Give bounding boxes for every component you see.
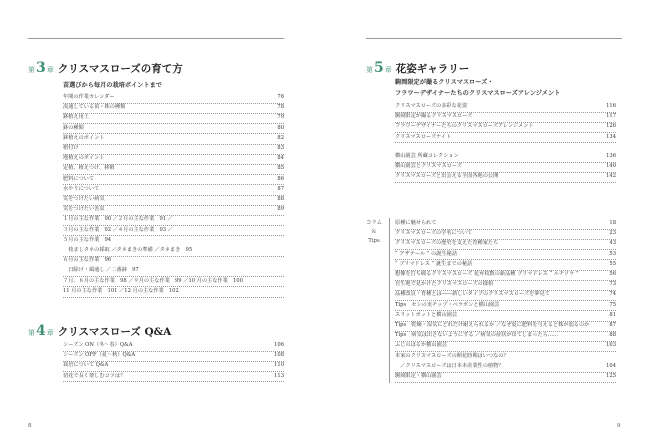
toc-entry-title: 流通している苗・株の種類 (63, 104, 126, 111)
chapter-title: クリスマスローズ Q&A (57, 326, 172, 338)
toc-entry-page: 108 (274, 352, 284, 359)
toc-entry (63, 341, 284, 352)
toc-entry-title: 定植、植えつけ、移植 (63, 165, 115, 172)
toc-entry (395, 162, 616, 173)
chapter-5-heading (366, 60, 469, 76)
toc-entry-page: 86 (277, 175, 284, 182)
right-page (325, 0, 650, 439)
toc-entry (395, 102, 616, 113)
chapter-4-heading (28, 323, 171, 339)
toc-entry (395, 239, 616, 250)
toc-entry (395, 260, 616, 271)
toc-entry-title: シーズン OFF（夏〜秋）Q&A (63, 352, 136, 359)
toc-entry (63, 205, 284, 216)
chapter-prefix: 第 (28, 329, 35, 337)
toc-entry (395, 301, 616, 312)
toc-entry (395, 250, 616, 261)
toc-entry-title: ふじのはるか横山園芸 (395, 342, 447, 349)
toc-entry (395, 331, 616, 342)
toc-entry (395, 112, 616, 123)
toc-entry-page: 18 (609, 220, 616, 226)
chapter-3-subtitle: 苗選びから毎月の栽培ポイントまで (63, 82, 162, 89)
toc-entry (395, 152, 616, 163)
toc-entry (63, 226, 284, 237)
toc-entry (395, 219, 616, 230)
toc-entry (63, 277, 284, 288)
toc-entry (63, 113, 284, 124)
toc-entry-title: 植付け (63, 145, 79, 151)
toc-entry-page: 55 (609, 260, 616, 267)
toc-entry (395, 352, 616, 362)
toc-entry-page: 80 (277, 124, 284, 131)
toc-entry-page: 136 (606, 153, 616, 159)
toc-entry (63, 93, 284, 104)
toc-entry-title: Tips セシの実チップ・ペラポンと横山園芸 (395, 301, 500, 308)
toc-entry (63, 256, 284, 266)
toc-entry-title: “ アザテール ” の誕生秘話 (395, 250, 458, 257)
chapter-prefix: 第 (28, 66, 35, 74)
toc-entry-title: クリスマスローズナイト (395, 133, 452, 140)
toc-entry-title: 鉢植え用土 (63, 114, 89, 121)
toc-entry-title: 栽培について Q&A (63, 362, 109, 369)
toc-entry-title: クリスマスローズの学名について (395, 230, 473, 237)
toc-entry-title: 本家のクリスマスローズの開花時期はいつなの？ (395, 352, 509, 359)
toc-entry (63, 164, 284, 175)
toc-entry-page: 106 (274, 342, 284, 348)
toc-entry-title: クリスマスローズと出会える全国各地の公開 (395, 173, 499, 180)
toc-entry-title: 11 月の主な作業 101 ／12 月の主な作業 102 (63, 287, 179, 294)
toc-entry-title: 鉢植えのポイント (63, 134, 105, 141)
toc-entry (63, 215, 284, 226)
toc-entry-title: シーズン ON（冬〜春）Q&A (63, 342, 133, 348)
toc-entry-title: ３月の主な作業 92 ／４月の主な作業 93 ／ (63, 226, 173, 233)
chapter-5-subtitle-1: 駒岡限定が撮るクリスマスローズ・ (395, 79, 494, 86)
toc-entry (63, 144, 284, 155)
toc-entry-page: 126 (606, 123, 616, 130)
toc-entry-title: Tips 乾燥・湿気にどれだけ耐えられるか ／なぜ夏に肥料を与えると株が弱るのか (395, 322, 590, 328)
toc-entry-page: 87 (277, 185, 284, 192)
chapter-3-heading (28, 60, 183, 76)
toc-entry-page: 110 (274, 362, 284, 369)
toc-entry-title: 日除け・風通し ／二番鉢 97 (63, 267, 139, 274)
toc-entry (63, 103, 284, 114)
column-label-line: Tips (368, 238, 380, 244)
toc-entry (395, 362, 616, 373)
toc-entry-page: 89 (277, 206, 284, 213)
toc-entry (395, 229, 616, 240)
toc-entry-page: 113 (274, 372, 284, 379)
toc-entry-page: 81 (609, 311, 616, 318)
toc-columns-tips (395, 219, 616, 379)
toc-entry-title: “ プリマドレス ” 誕生までの秘話 (395, 260, 473, 267)
chapter-suffix: 章 (384, 66, 392, 74)
chapter-5-subtitle-2: フラワーデザイナーたちのクリスマスローズアレンジメント (395, 90, 561, 97)
chapter-suffix: 章 (46, 66, 54, 74)
toc-entry-page: 43 (609, 240, 616, 247)
toc-entry (63, 372, 284, 383)
toc-entry-page: 103 (606, 342, 616, 349)
toc-entry (395, 321, 616, 332)
toc-entry-title: スリットポットと横山園芸 (395, 311, 458, 318)
toc-entry-title: 肥料について (63, 175, 95, 182)
toc-entry-page: 76 (277, 94, 284, 100)
toc-chapter-5 (395, 102, 616, 144)
chapter-title: クリスマスローズの育て方 (57, 63, 183, 75)
toc-entry-title: 駒岡限定が撮るクリスマスローズ (395, 113, 473, 120)
toc-entry (395, 290, 616, 301)
toc-entry (63, 124, 284, 135)
toc-entry-title: ／クリスマスローズは日本本産業性の植物？ (395, 362, 504, 369)
toc-entry (395, 122, 616, 133)
toc-entry-page: 87 (609, 322, 616, 328)
toc-entry-page: 88 (277, 196, 284, 202)
toc-entry-title: ６月の主な作業 96 (63, 257, 112, 264)
toc-yokoyama (395, 152, 616, 184)
toc-entry-title: クリスマスローズの多彩な花姿 (395, 103, 468, 109)
toc-entry-page: 74 (609, 291, 616, 298)
toc-entry (395, 341, 616, 352)
toc-entry (63, 266, 284, 277)
column-divider (389, 218, 390, 383)
toc-entry-title: 想像を打ち破るクリスマスローズ 花弁枚数の新品種 プリマドレス “ ルチソラ ” (395, 271, 579, 277)
chapter-title: 花姿ギャラリー (395, 63, 470, 75)
toc-entry (63, 154, 284, 165)
toc-entry (63, 351, 284, 362)
toc-entry-page: 125 (606, 373, 616, 379)
chapter-number: 4 (36, 323, 46, 339)
toc-entry-page: 117 (606, 113, 616, 120)
toc-entry-title: フラワーデザイナーたちのクリスマスローズアレンジメント (395, 123, 534, 130)
toc-chapter-3 (63, 93, 284, 303)
toc-entry (395, 280, 616, 291)
toc-entry-title: 枝ましタネの採取 ／タネまきの準備 ／タネまき 95 (63, 247, 193, 253)
toc-entry-title: Tips 病気は出さないようにする ／病気の症状が出てしまったら…… (395, 332, 559, 339)
toc-entry-page: 142 (606, 173, 616, 180)
chapter-prefix: 第 (366, 66, 373, 74)
toc-entry (63, 361, 284, 372)
toc-entry-title: 駒岡限定・横山園芸 (395, 373, 442, 379)
toc-entry-title: ７月、８月の主な作業 98 ／９月の主な作業 99 ／10 月の主な作業 100 (63, 277, 243, 284)
chapter-suffix: 章 (46, 329, 54, 337)
toc-entry-title: 年間の作業カレンダー (63, 94, 115, 100)
toc-entry-title: クリスマスローズの歴史を支えた育種家たち (395, 240, 499, 247)
toc-entry (395, 270, 616, 281)
toc-entry-title: ５月の主な作業 94 (63, 236, 112, 243)
toc-entry-title: 鉢の種類 (63, 124, 84, 131)
toc-entry-page: 53 (609, 250, 616, 257)
toc-entry (63, 287, 284, 298)
toc-entry-title: 地植えのポイント (63, 155, 105, 162)
toc-entry-page: 88 (609, 332, 616, 339)
page-number-right: 9 (617, 423, 621, 429)
toc-entry-title: 自生地で見かけたクリスマスローズの様相 (395, 281, 494, 288)
toc-entry (63, 175, 284, 186)
toc-entry-page: 83 (277, 145, 284, 151)
toc-entry (395, 372, 616, 383)
toc-chapter-4 (63, 341, 284, 386)
toc-entry-title: 切花で長く楽しむコツは？ (63, 372, 126, 379)
chapter-number: 5 (374, 60, 384, 76)
toc-entry-page: 56 (609, 271, 616, 277)
toc-entry-page: 82 (277, 134, 284, 141)
toc-entry-title: 横山園芸とクリスマスローズ (395, 163, 462, 170)
toc-entry-page: 140 (606, 163, 616, 170)
toc-entry-page: 73 (609, 281, 616, 288)
page-number-left: 8 (28, 423, 32, 429)
toc-entry-page: 78 (277, 104, 284, 111)
toc-entry (63, 195, 284, 206)
toc-entry (63, 236, 284, 246)
toc-entry (395, 172, 616, 183)
toc-entry-title: １月の主な作業 90 ／２月の主な作業 91 ／ (63, 216, 173, 223)
toc-entry-page: 116 (606, 103, 616, 109)
toc-entry-page: 85 (277, 165, 284, 172)
toc-entry-page: 84 (277, 155, 284, 162)
toc-entry (63, 246, 284, 257)
toc-entry-page: 75 (609, 301, 616, 308)
toc-entry-title: 水やりについて (63, 185, 100, 192)
toc-entry-page: 23 (609, 230, 616, 237)
toc-entry-title: 品種改良・育種とは――新しいタイプのクリスマスローズを夢見て (395, 291, 550, 298)
chapter-number: 3 (36, 60, 46, 76)
toc-entry (63, 134, 284, 145)
column-label (364, 219, 384, 246)
column-label-line: コラム (365, 220, 383, 226)
toc-entry-title: 気をつけたい病気 (63, 196, 105, 202)
toc-entry-title: 原種に魅せられて (395, 220, 437, 226)
toc-entry-page: 79 (277, 114, 284, 121)
toc-entry (63, 185, 284, 196)
toc-entry (395, 311, 616, 322)
column-label-line: ＆ (371, 229, 377, 235)
toc-entry-page: 104 (606, 362, 616, 369)
toc-entry-title: 気をつけたい害虫 (63, 206, 105, 213)
toc-entry-page: 134 (606, 133, 616, 140)
toc-entry-title: 横山園芸 所蔵コレクション (395, 153, 459, 159)
toc-entry (395, 133, 616, 144)
